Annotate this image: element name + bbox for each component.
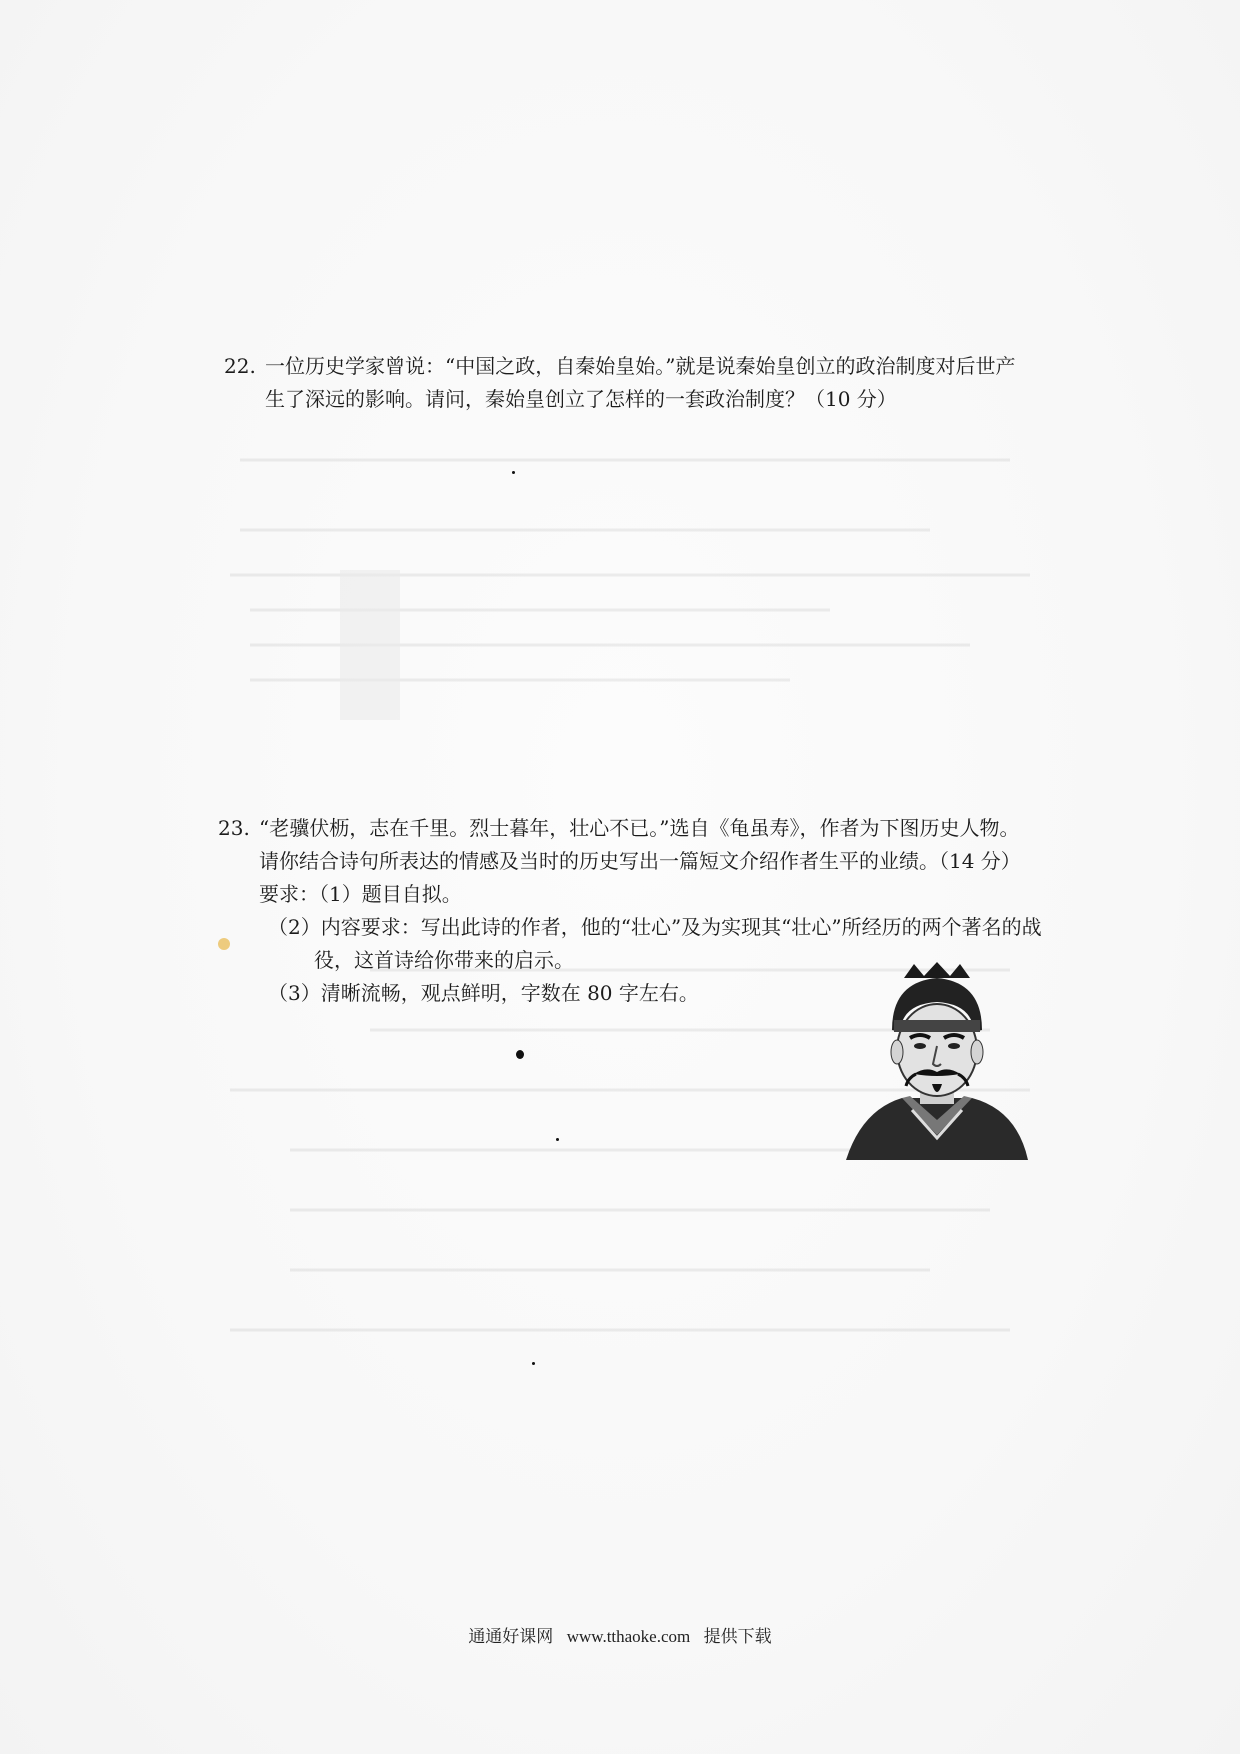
scan-stain <box>218 938 230 950</box>
question-22 <box>224 350 1054 416</box>
footer <box>0 1622 1240 1647</box>
footer-site-name: 通通好课网 <box>468 1627 554 1647</box>
question-23-requirements-2-cont: 役，这首诗给你带来的启示。 <box>314 948 574 972</box>
question-22-number: 22. <box>224 354 256 378</box>
footer-url[interactable]: www.tthaoke.com <box>566 1627 691 1646</box>
question-23-requirements-2: （2）内容要求：写出此诗的作者，他的“壮心”及为实现其“壮心”所经历的两个著名的战 <box>268 915 1042 939</box>
footer-suffix: 提供下载 <box>703 1627 772 1647</box>
scan-speck <box>516 1050 524 1059</box>
question-23-number: 23. <box>218 816 250 840</box>
question-22-line-1 <box>224 350 1054 383</box>
scan-speck <box>532 1362 535 1365</box>
question-22-text-2: 生了深远的影响。请问，秦始皇创立了怎样的一套政治制度？（10 分） <box>265 387 897 411</box>
scan-speck <box>512 471 515 474</box>
question-23-requirements-1: 要求：（1）题目自拟。 <box>259 882 462 906</box>
question-23-requirements-3: （3）清晰流畅，观点鲜明，字数在 80 字左右。 <box>268 981 699 1005</box>
scan-speck <box>556 1138 559 1141</box>
question-22-text-1: 一位历史学家曾说：“中国之政，自秦始皇始。”就是说秦始皇创立的政治制度对后世产 <box>265 354 1016 378</box>
question-23-line-1 <box>218 812 1054 845</box>
question-23-text-2: 请你结合诗句所表达的情感及当时的历史写出一篇短文介绍作者生平的业绩。（14 分） <box>259 849 1021 873</box>
question-23-text-1: “老骥伏枥，志在千里。烈士暮年，壮心不已。”选自《龟虽寿》，作者为下图历史人物。 <box>259 816 1020 840</box>
historical-figure-portrait <box>842 960 1032 1170</box>
